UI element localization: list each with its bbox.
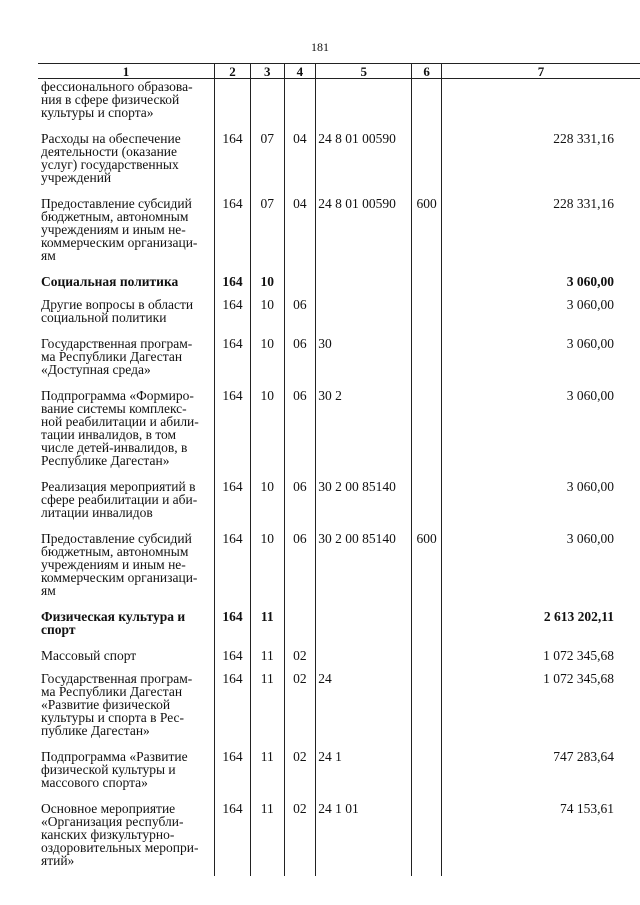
expense-type-cell	[412, 333, 442, 385]
page-number: 181	[311, 40, 329, 54]
expense-type-cell	[412, 128, 442, 193]
expense-type-cell	[412, 476, 442, 528]
subsection-code-cell: 02	[284, 668, 316, 746]
admin-code-cell	[215, 79, 251, 129]
table-row	[38, 668, 640, 746]
item-name-cell: Массовый спорт	[38, 645, 215, 668]
target-article-cell: 30	[316, 333, 412, 385]
item-name-cell: Социальная политика	[38, 271, 215, 294]
admin-code-cell: 164	[215, 746, 251, 798]
section-code-cell: 07	[250, 128, 284, 193]
admin-code-cell: 164	[215, 271, 251, 294]
amount-cell	[442, 79, 640, 129]
target-article-cell: 30 2	[316, 385, 412, 476]
item-name-cell: Подпрограмма «Развитие физической культуры и массового спорта»	[38, 746, 215, 798]
amount-cell: 3 060,00	[442, 333, 640, 385]
expense-type-cell	[412, 271, 442, 294]
expense-type-cell	[412, 385, 442, 476]
subsection-code-cell: 06	[284, 294, 316, 333]
table-row	[38, 606, 640, 645]
amount-cell: 747 283,64	[442, 746, 640, 798]
amount-cell: 2 613 202,11	[442, 606, 640, 645]
section-code-cell: 10	[250, 294, 284, 333]
amount-cell: 74 153,61	[442, 798, 640, 876]
amount-cell: 3 060,00	[442, 294, 640, 333]
amount-cell: 3 060,00	[442, 476, 640, 528]
item-name-cell: Предоставление субсидий бюджетным, автономным учреждениям и иным не- коммерческим организаци- ям	[38, 528, 215, 606]
expense-type-cell	[412, 79, 442, 129]
subsection-code-cell: 06	[284, 385, 316, 476]
table-row	[38, 385, 640, 476]
admin-code-cell: 164	[215, 798, 251, 876]
expense-type-cell	[412, 668, 442, 746]
target-article-cell: 30 2 00 85140	[316, 476, 412, 528]
section-code-cell: 07	[250, 193, 284, 271]
section-code-cell: 11	[250, 746, 284, 798]
subsection-code-cell: 02	[284, 645, 316, 668]
item-name-cell: Основное мероприятие «Организация республи- канских физкультурно- оздоровительных меропри- ятий»	[38, 798, 215, 876]
target-article-cell	[316, 79, 412, 129]
target-article-cell	[316, 645, 412, 668]
subsection-code-cell: 04	[284, 128, 316, 193]
header-col-6: 6	[412, 64, 442, 79]
table-row	[38, 476, 640, 528]
admin-code-cell: 164	[215, 333, 251, 385]
budget-table	[38, 63, 640, 876]
item-name-cell: Государственная програм- ма Республики Дагестан «Доступная среда»	[38, 333, 215, 385]
amount-cell: 3 060,00	[442, 385, 640, 476]
table-row	[38, 746, 640, 798]
section-code-cell: 10	[250, 271, 284, 294]
subsection-code-cell: 02	[284, 798, 316, 876]
section-code-cell: 11	[250, 606, 284, 645]
expense-type-cell: 600	[412, 193, 442, 271]
amount-cell: 3 060,00	[442, 271, 640, 294]
table-body	[38, 79, 640, 877]
table-row	[38, 294, 640, 333]
section-code-cell: 10	[250, 385, 284, 476]
table-row	[38, 645, 640, 668]
item-name-cell: Другие вопросы в области социальной политики	[38, 294, 215, 333]
expense-type-cell	[412, 746, 442, 798]
header-col-5: 5	[316, 64, 412, 79]
table-row	[38, 79, 640, 129]
item-name-cell: фессионального образова- ния в сфере физической культуры и спорта»	[38, 79, 215, 129]
header-col-7: 7	[442, 64, 640, 79]
table-row	[38, 798, 640, 876]
section-code-cell: 11	[250, 798, 284, 876]
admin-code-cell: 164	[215, 128, 251, 193]
subsection-code-cell	[284, 79, 316, 129]
target-article-cell: 30 2 00 85140	[316, 528, 412, 606]
target-article-cell: 24 1 01	[316, 798, 412, 876]
section-code-cell: 10	[250, 476, 284, 528]
amount-cell: 1 072 345,68	[442, 668, 640, 746]
table-row	[38, 333, 640, 385]
amount-cell: 228 331,16	[442, 193, 640, 271]
expense-type-cell	[412, 606, 442, 645]
item-name-cell: Реализация мероприятий в сфере реабилитации и аби- литации инвалидов	[38, 476, 215, 528]
admin-code-cell: 164	[215, 193, 251, 271]
header-col-1: 1	[38, 64, 215, 79]
header-col-4: 4	[284, 64, 316, 79]
target-article-cell	[316, 606, 412, 645]
expense-type-cell	[412, 645, 442, 668]
item-name-cell: Предоставление субсидий бюджетным, автономным учреждениям и иным не- коммерческим организаци- ям	[38, 193, 215, 271]
admin-code-cell: 164	[215, 668, 251, 746]
table-row	[38, 271, 640, 294]
admin-code-cell: 164	[215, 294, 251, 333]
amount-cell: 1 072 345,68	[442, 645, 640, 668]
subsection-code-cell	[284, 271, 316, 294]
subsection-code-cell: 06	[284, 476, 316, 528]
subsection-code-cell: 06	[284, 528, 316, 606]
section-code-cell	[250, 79, 284, 129]
table-row	[38, 528, 640, 606]
expense-type-cell	[412, 294, 442, 333]
item-name-cell: Государственная програм- ма Республики Дагестан «Развитие физической культуры и спорта в Рес- публике Дагестан»	[38, 668, 215, 746]
expense-type-cell	[412, 798, 442, 876]
subsection-code-cell: 06	[284, 333, 316, 385]
subsection-code-cell: 04	[284, 193, 316, 271]
admin-code-cell: 164	[215, 645, 251, 668]
item-name-cell: Физическая культура и спорт	[38, 606, 215, 645]
section-code-cell: 10	[250, 333, 284, 385]
admin-code-cell: 164	[215, 528, 251, 606]
section-code-cell: 11	[250, 645, 284, 668]
target-article-cell: 24 8 01 00590	[316, 193, 412, 271]
target-article-cell: 24	[316, 668, 412, 746]
amount-cell: 3 060,00	[442, 528, 640, 606]
subsection-code-cell: 02	[284, 746, 316, 798]
expense-type-cell: 600	[412, 528, 442, 606]
item-name-cell: Расходы на обеспечение деятельности (оказание услуг) государственных учреждений	[38, 128, 215, 193]
header-row	[38, 64, 640, 79]
target-article-cell: 24 8 01 00590	[316, 128, 412, 193]
target-article-cell	[316, 294, 412, 333]
target-article-cell	[316, 271, 412, 294]
table-row	[38, 193, 640, 271]
section-code-cell: 10	[250, 528, 284, 606]
subsection-code-cell	[284, 606, 316, 645]
table-row	[38, 128, 640, 193]
item-name-cell: Подпрограмма «Формиро- вание системы комплекс- ной реабилитации и абили- тации инвалидов, в том числе детей-инвалидов, в Республике Дагестан»	[38, 385, 215, 476]
admin-code-cell: 164	[215, 385, 251, 476]
section-code-cell: 11	[250, 668, 284, 746]
admin-code-cell: 164	[215, 606, 251, 645]
amount-cell: 228 331,16	[442, 128, 640, 193]
target-article-cell: 24 1	[316, 746, 412, 798]
header-col-3: 3	[250, 64, 284, 79]
header-col-2: 2	[215, 64, 251, 79]
admin-code-cell: 164	[215, 476, 251, 528]
